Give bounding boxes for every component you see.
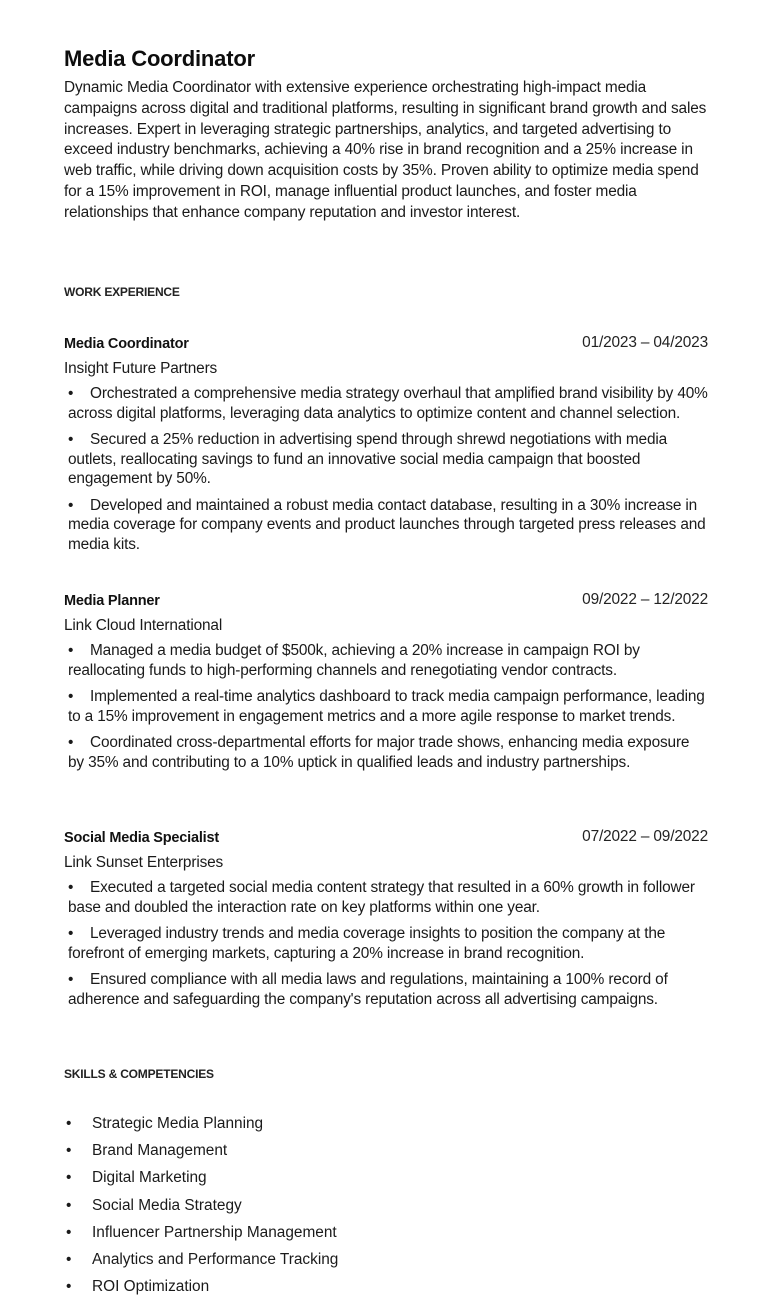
bullet-text: Secured a 25% reduction in advertising spend through shrewd negotiations with media outlets, reallocating savings to fund an innovative social media campaign that boosted engagement by 50%. [68,431,668,487]
skill-item [64,1250,338,1277]
skill-text: Influencer Partnership Management [92,1223,337,1241]
skill-item [64,1277,338,1304]
job-dates: 07/2022 – 09/2022 [582,828,708,845]
job-title: Social Media Specialist [64,830,219,846]
skill-item [64,1168,338,1195]
job-bullet [68,924,708,963]
skills-list [64,1114,338,1304]
bullet-text: Leveraged industry trends and media coverage insights to position the company at the forefront of emerging markets, capturing a 20% increase in brand recognition. [68,925,666,962]
job-dates: 01/2023 – 04/2023 [582,334,708,351]
job-header [64,828,708,851]
work-experience-heading: WORK EXPERIENCE [64,285,180,299]
bullet-icon: • [66,1196,72,1214]
bullet-text: Orchestrated a comprehensive media strategy overhaul that amplified brand visibility by 40% across digital platforms, leveraging data analytics to optimize content and channel selection. [68,385,708,422]
bullet-text: Ensured compliance with all media laws and regulations, maintaining a 100% record of adherence and safeguarding the company's reputation across all advertising campaigns. [68,971,668,1008]
bullet-text: Managed a media budget of $500k, achieving a 20% increase in campaign ROI by reallocating funds to high-performing channels and renegotiating vendor contracts. [68,642,640,679]
job-title: Media Planner [64,593,160,609]
skill-text: Social Media Strategy [92,1196,242,1214]
bullet-icon: • [66,1142,72,1160]
bullet-icon: • [68,496,74,514]
bullet-icon: • [68,971,74,988]
bullet-icon: • [68,734,74,751]
skill-text: ROI Optimization [92,1278,210,1296]
skill-item [64,1141,338,1168]
job-bullet [68,641,708,680]
job-bullet [68,878,708,917]
bullet-icon: • [66,1250,72,1268]
job-entry [64,334,708,561]
skill-item [64,1196,338,1223]
skill-item [64,1114,338,1141]
bullet-text: Developed and maintained a robust media contact database, resulting in a 30% increase in media coverage for company events and product launches through targeted press releases and media kits. [68,496,706,553]
job-dates: 09/2022 – 12/2022 [582,591,708,608]
job-header [64,334,708,357]
job-bullet [68,970,708,1009]
skill-item [64,1223,338,1250]
job-bullet [68,430,708,489]
professional-summary: Dynamic Media Coordinator with extensive experience orchestrating high-impact media campaigns across digital and traditional platforms, resulting in significant brand growth and sales increases. Expert in leveraging strategic partnerships, analytics, and targeted advertising to exceed industry benchmarks, achieving a 40% rise in brand recognition and a 25% increase in web traffic, while driving down acquisition costs by 35%. Proven ability to optimize media spend for a 15% improvement in ROI, manage influential product launches, and foster media relationships that enhance company reputation and investor interest. [64,79,707,221]
bullet-icon: • [66,1223,72,1241]
bullet-icon: • [68,688,74,705]
job-entry [64,828,708,1016]
job-company: Insight Future Partners [64,360,218,377]
skill-text: Digital Marketing [92,1169,207,1187]
bullet-text: Coordinated cross-departmental efforts for major trade shows, enhancing media exposure by 35% and contributing to a 10% uptick in qualified leads and industry partnerships. [68,734,690,771]
job-bullet [68,384,708,423]
job-title: Media Coordinator [64,336,189,352]
job-company: Link Cloud International [64,617,223,634]
resume-title: Media Coordinator [64,46,255,71]
bullet-icon: • [66,1278,72,1296]
job-bullet [68,687,708,726]
bullet-text: Executed a targeted social media content strategy that resulted in a 60% growth in follower base and doubled the interaction rate on key platforms within one year. [68,879,695,916]
bullet-icon: • [68,642,74,659]
bullet-icon: • [68,385,74,402]
bullet-icon: • [68,431,74,448]
bullet-icon: • [68,925,74,942]
job-header [64,591,708,614]
bullet-icon: • [66,1169,72,1187]
bullet-icon: • [66,1115,72,1132]
skill-text: Strategic Media Planning [92,1115,264,1132]
bullet-text: Implemented a real-time analytics dashboard to track media campaign performance, leading to a 15% improvement in engagement metrics and a more agile response to market trends. [68,688,705,725]
job-bullets [64,641,708,772]
job-entry [64,591,708,779]
skill-text: Brand Management [92,1142,228,1160]
job-bullet [68,496,708,555]
skill-text: Analytics and Performance Tracking [92,1250,339,1268]
bullet-icon: • [68,879,74,896]
job-bullets [64,878,708,1009]
job-bullets [64,384,708,554]
job-company: Link Sunset Enterprises [64,854,224,871]
skills-heading: SKILLS & COMPETENCIES [64,1067,214,1081]
job-bullet [68,733,708,772]
